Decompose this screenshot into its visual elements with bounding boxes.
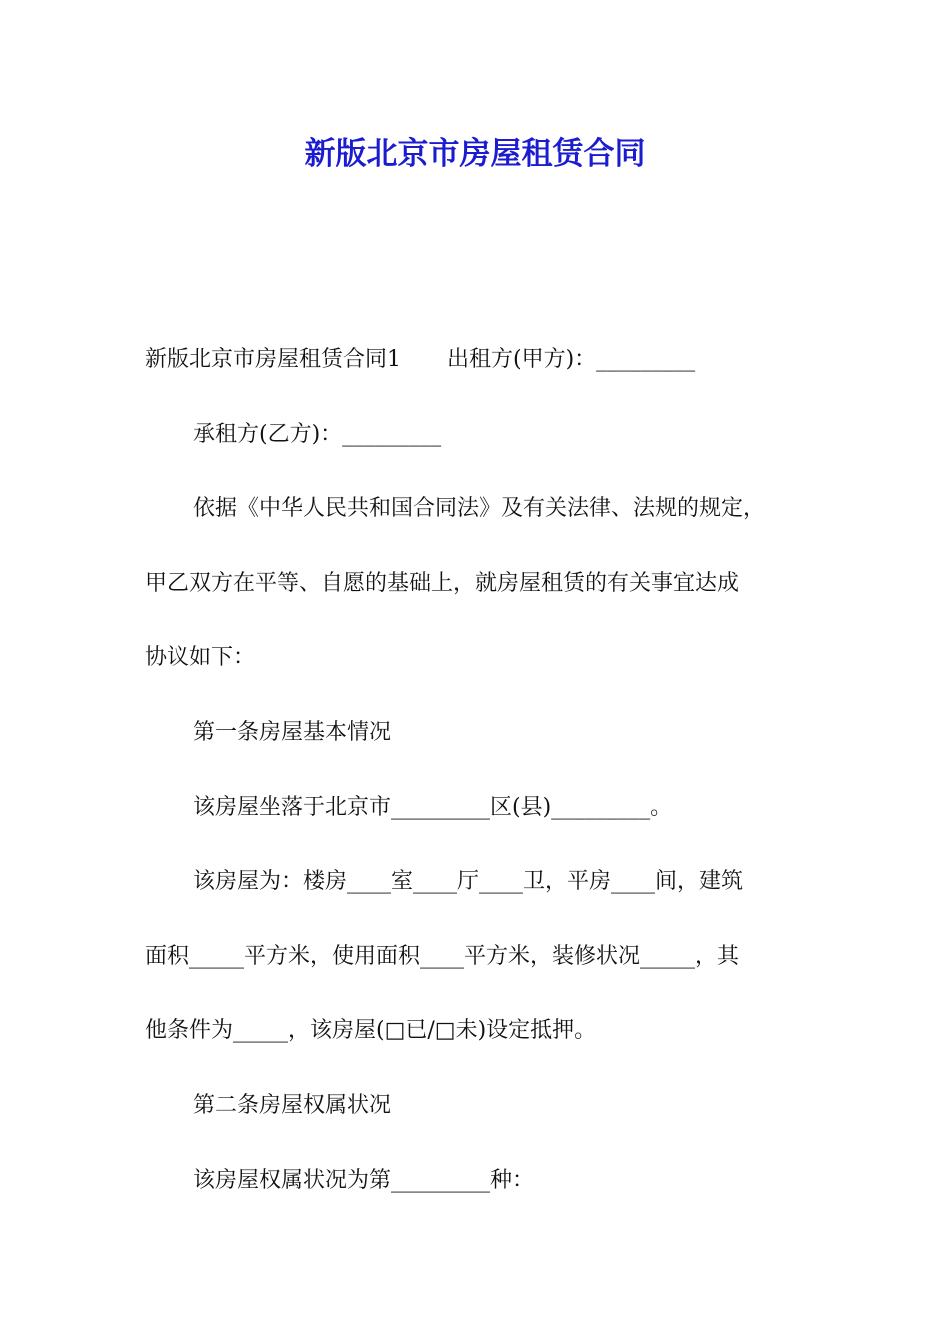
- contract-heading-inline: 新版北京市房屋租赁合同1: [145, 347, 401, 372]
- paragraph-line-1: [145, 338, 815, 413]
- paragraph-line-5: 协议如下：: [145, 645, 256, 671]
- property-details-line-3: 他条件为_____，该房屋(□已/□未)设定抵押。: [145, 1018, 597, 1044]
- section-heading-2: 第二条房屋权属状况: [193, 1092, 392, 1118]
- ownership-line: 该房屋权属状况为第_________种：: [193, 1167, 535, 1193]
- section-heading-1: 第一条房屋基本情况: [193, 719, 392, 745]
- document-body: [145, 338, 815, 1233]
- lessee-field: 承租方(乙方)：_________: [193, 421, 442, 447]
- lessor-field: 出租方(甲方)：_________: [447, 347, 696, 372]
- property-details-line-2: 面积_____平方米，使用面积____平方米，装修状况_____，其: [145, 943, 740, 969]
- property-details-line-1: 该房屋为：楼房____室____厅____卫，平房____间，建筑: [193, 869, 744, 895]
- paragraph-line-3: 依据《中华人民共和国合同法》及有关法律、法规的规定，: [193, 496, 766, 522]
- document-title: 新版北京市房屋租赁合同: [304, 136, 646, 172]
- paragraph-line-4: 甲乙双方在平等、自愿的基础上，就房屋租赁的有关事宜达成: [145, 570, 740, 596]
- address-line: 该房屋坐落于北京市_________区(县)_________。: [193, 794, 673, 820]
